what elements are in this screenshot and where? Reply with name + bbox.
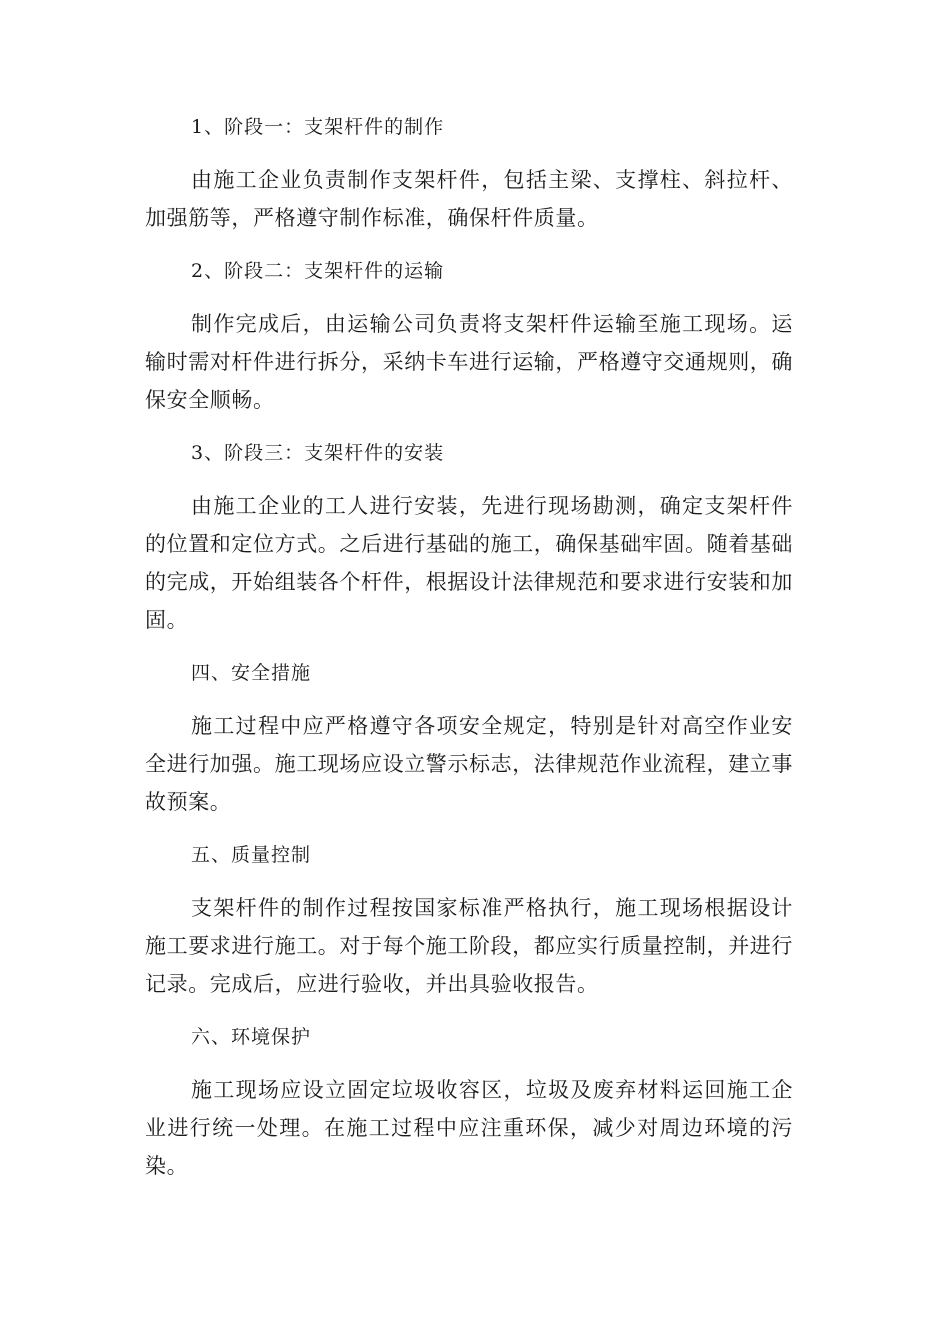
section-paragraph: 制作完成后，由运输公司负责将支架杆件运输至施工现场。运输时需对杆件进行拆分，采纳卡车进行运输，严格遵守交通规则，确保安全顺畅。 bbox=[145, 312, 793, 412]
section-paragraph: 由施工企业负责制作支架杆件，包括主梁、支撑柱、斜拉杆、加强筋等，严格遵守制作标准，确保杆件质量。 bbox=[145, 168, 793, 230]
section-stage-1 bbox=[145, 108, 793, 237]
section-environmental-protection bbox=[145, 1018, 793, 1185]
section-paragraph: 施工过程中应严格遵守各项安全规定，特别是针对高空作业安全进行加强。施工现场应设立警示标志，法律规范作业流程，建立事故预案。 bbox=[145, 714, 793, 814]
section-quality-control bbox=[145, 836, 793, 1003]
section-heading: 六、环境保护 bbox=[191, 1026, 312, 1048]
section-heading: 3、阶段三：支架杆件的安装 bbox=[191, 442, 445, 464]
section-stage-3 bbox=[145, 434, 793, 639]
section-heading: 2、阶段二：支架杆件的运输 bbox=[191, 260, 445, 282]
section-safety-measures bbox=[145, 654, 793, 821]
section-stage-2 bbox=[145, 252, 793, 419]
section-heading: 五、质量控制 bbox=[191, 844, 312, 866]
section-paragraph: 支架杆件的制作过程按国家标准严格执行，施工现场根据设计施工要求进行施工。对于每个施工阶段，都应实行质量控制，并进行记录。完成后，应进行验收，并出具验收报告。 bbox=[145, 896, 793, 996]
document-page bbox=[145, 108, 793, 1200]
section-heading: 1、阶段一：支架杆件的制作 bbox=[191, 116, 445, 138]
section-paragraph: 施工现场应设立固定垃圾收容区，垃圾及废弃材料运回施工企业进行统一处理。在施工过程中应注重环保，减少对周边环境的污染。 bbox=[145, 1078, 793, 1178]
section-paragraph: 由施工企业的工人进行安装，先进行现场勘测，确定支架杆件的位置和定位方式。之后进行基础的施工，确保基础牢固。随着基础的完成，开始组装各个杆件，根据设计法律规范和要求进行安装和加固。 bbox=[145, 494, 793, 632]
section-heading: 四、安全措施 bbox=[191, 662, 312, 684]
